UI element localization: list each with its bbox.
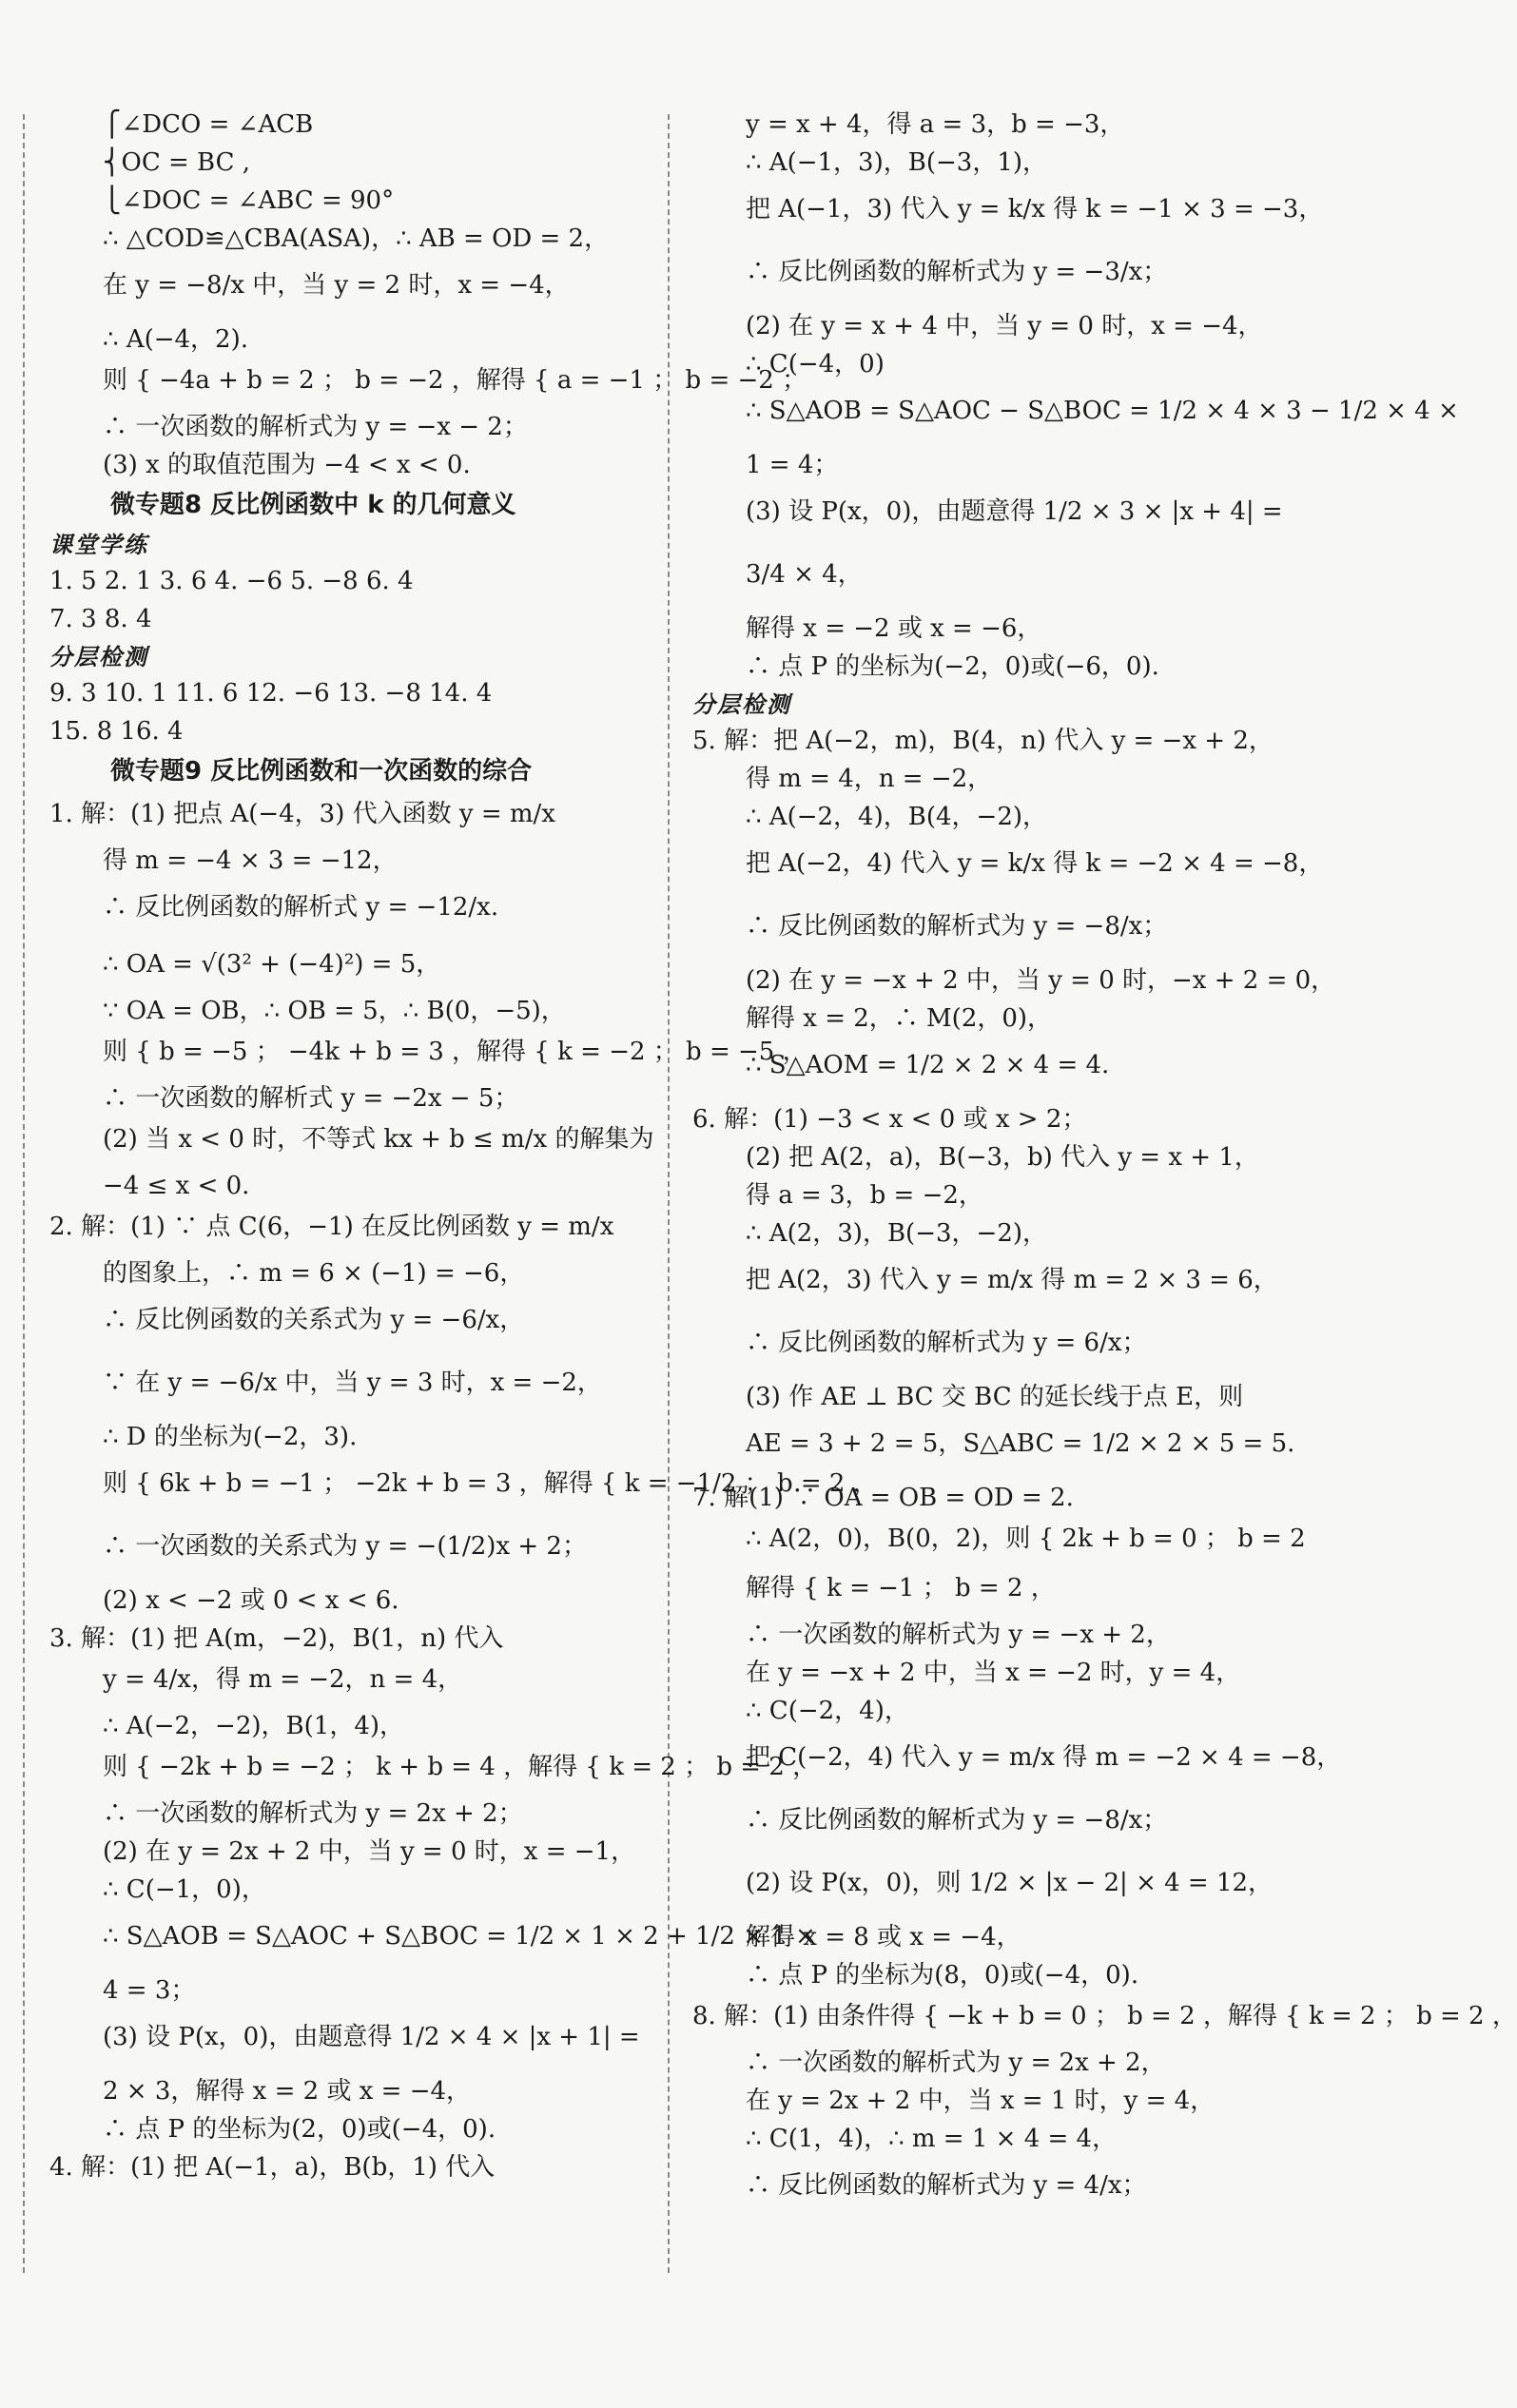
text-line: ∴ D 的坐标为(−2，3). <box>103 1423 358 1451</box>
text-line: ∴ 点 P 的坐标为(−2，0)或(−6，0). <box>746 652 1159 681</box>
text-line: ∴ 反比例函数的关系式为 y = −6/x， <box>103 1306 525 1334</box>
text-line: 7. 3 8. 4 <box>49 605 152 633</box>
text-line: ∴ 一次函数的解析式为 y = −x + 2， <box>746 1621 1171 1649</box>
text-line: y = 4/x，得 m = −2，n = 4， <box>103 1665 463 1694</box>
text-line: 则 { −2k + b = −2 ； k + b = 4 ，解得 { k = 2 ； b = 2 ， <box>103 1753 818 1781</box>
text-line: ∴ A(−2，−2)，B(1，4)， <box>103 1712 405 1740</box>
text-line: 4 = 3； <box>103 1976 196 2005</box>
text-line: ∴ △COD≌△CBA(ASA)，∴ AB = OD = 2， <box>103 224 610 253</box>
text-line: ∴ 反比例函数的解析式为 y = −8/x； <box>746 1806 1168 1835</box>
text-line: (3) 设 P(x，0)，由题意得 1/2 × 4 × |x + 1| = <box>103 2023 640 2051</box>
text-line: 则 { b = −5 ； −4k + b = 3 ，解得 { k = −2 ； b = −5 ， <box>103 1038 807 1066</box>
text-line: 得 m = 4，n = −2， <box>746 765 993 793</box>
text-line: ∴ C(−1，0)， <box>103 1875 266 1904</box>
text-line: ∴ A(2，3)，B(−3，−2)， <box>746 1219 1048 1248</box>
text-line: 解得 x = −2 或 x = −6， <box>746 614 1042 643</box>
text-line: 把 A(−2，4) 代入 y = k/x 得 k = −2 × 4 = −8， <box>746 849 1324 878</box>
text-line: 则 { −4a + b = 2 ； b = −2 ，解得 { a = −1 ； b = −2 ； <box>103 366 807 395</box>
text-line: 得 m = −4 × 3 = −12， <box>103 846 398 875</box>
text-line: ∴ 一次函数的解析式为 y = −x − 2； <box>103 413 528 441</box>
text-line: 把 A(2，3) 代入 y = m/x 得 m = 2 × 3 = 6， <box>746 1266 1278 1294</box>
text-line: (3) x 的取值范围为 −4 < x < 0. <box>103 451 471 479</box>
text-line: 1. 5 2. 1 3. 6 4. −6 5. −8 6. 4 <box>49 567 414 595</box>
text-line: 在 y = −8/x 中，当 y = 2 时，x = −4， <box>103 271 570 300</box>
text-line: ∴ 一次函数的解析式 y = −2x − 5； <box>103 1084 519 1113</box>
text-line: 课堂学练 <box>49 532 148 558</box>
text-line: (2) 把 A(2，a)，B(−3，b) 代入 y = x + 1， <box>746 1143 1259 1172</box>
text-line: AE = 3 + 2 = 5，S△ABC = 1/2 × 2 × 5 = 5. <box>746 1429 1295 1458</box>
text-line: 6. 解：(1) −3 < x < 0 或 x > 2； <box>692 1105 1087 1134</box>
text-line: ∴ S△AOB = S△AOC + S△BOC = 1/2 × 1 × 2 + 1/2 × 1 × <box>103 1922 816 1951</box>
text-line: (3) 设 P(x，0)，由题意得 1/2 × 3 × |x + 4| = <box>746 497 1283 526</box>
text-line: (2) 在 y = 2x + 2 中，当 y = 0 时，x = −1， <box>103 1837 636 1866</box>
text-line: (2) 设 P(x，0)，则 1/2 × |x − 2| × 4 = 12， <box>746 1869 1274 1897</box>
text-line: 9. 3 10. 1 11. 6 12. −6 13. −8 14. 4 <box>49 679 493 708</box>
text-line: 得 a = 3，b = −2， <box>746 1181 983 1210</box>
text-line: ∵ 在 y = −6/x 中，当 y = 3 时，x = −2， <box>103 1369 602 1397</box>
left-margin-dashed-line <box>23 114 25 2273</box>
text-line: 解得 x = 2，∴ M(2，0)， <box>746 1004 1053 1033</box>
text-line: 15. 8 16. 4 <box>49 717 184 746</box>
text-line: 4. 解：(1) 把 A(−1，a)，B(b，1) 代入 <box>49 2153 496 2182</box>
text-line: ∴ A(−4，2). <box>103 325 249 354</box>
text-line: ∴ 一次函数的关系式为 y = −(1/2)x + 2； <box>103 1532 587 1561</box>
text-line: 3. 解：(1) 把 A(m，−2)，B(1，n) 代入 <box>49 1624 504 1653</box>
text-line: 2 × 3，解得 x = 2 或 x = −4， <box>103 2077 472 2106</box>
text-line: (2) 在 y = x + 4 中，当 y = 0 时，x = −4， <box>746 312 1263 340</box>
text-line: 把 A(−1，3) 代入 y = k/x 得 k = −1 × 3 = −3， <box>746 195 1324 223</box>
text-line: ∴ 反比例函数的解析式为 y = 4/x； <box>746 2171 1147 2200</box>
text-line: ∴ 点 P 的坐标为(8，0)或(−4，0). <box>746 1961 1139 1990</box>
text-line: 的图象上，∴ m = 6 × (−1) = −6， <box>103 1259 525 1288</box>
text-line: ∴ S△AOB = S△AOC − S△BOC = 1/2 × 4 × 3 − 1/2 × 4 × <box>746 397 1459 425</box>
text-line: ∴ S△AOM = 1/2 × 2 × 4 = 4. <box>746 1051 1110 1079</box>
text-line: ∴ 点 P 的坐标为(2，0)或(−4，0). <box>103 2115 496 2144</box>
text-line: −4 ≤ x < 0. <box>103 1172 250 1200</box>
text-line: 5. 解：把 A(−2，m)，B(4，n) 代入 y = −x + 2， <box>692 727 1274 755</box>
text-line: ∴ 反比例函数的解析式 y = −12/x. <box>103 893 499 922</box>
text-line: ∴ 反比例函数的解析式为 y = 6/x； <box>746 1329 1147 1357</box>
text-line: ∴ C(−4，0) <box>746 350 885 379</box>
text-line: ⎩∠DOC = ∠ABC = 90° <box>103 186 395 215</box>
text-line: 解得 x = 8 或 x = −4， <box>746 1923 1021 1952</box>
text-line: ∴ C(1，4)，∴ m = 1 × 4 = 4， <box>746 2125 1118 2153</box>
text-line: ∴ OA = √(3² + (−4)²) = 5， <box>103 950 441 979</box>
text-line: 8. 解：(1) 由条件得 { −k + b = 0 ； b = 2 ，解得 { k = 2 ； b = 2 ， <box>692 2002 1517 2030</box>
text-line: (3) 作 AE ⊥ BC 交 BC 的延长线于点 E，则 <box>746 1383 1244 1411</box>
text-line: ∴ 一次函数的解析式为 y = 2x + 2； <box>103 1799 523 1828</box>
text-line: ∴ 反比例函数的解析式为 y = −8/x； <box>746 912 1168 941</box>
text-line: 7. 解(1) ∵ OA = OB = OD = 2. <box>692 1484 1074 1512</box>
text-line: ⎧∠DCO = ∠ACB <box>103 110 314 139</box>
text-line: 在 y = 2x + 2 中，当 x = 1 时，y = 4， <box>746 2087 1216 2115</box>
text-line: y = x + 4，得 a = 3，b = −3， <box>746 110 1125 139</box>
text-line: 微专题8 反比例函数中 k 的几何意义 <box>110 491 516 519</box>
text-line: 分层检测 <box>692 691 791 718</box>
text-line: 1 = 4； <box>746 451 839 479</box>
text-line: ∴ A(−2，4)，B(4，−2)， <box>746 803 1048 831</box>
text-line: ∴ C(−2，4)， <box>746 1697 909 1725</box>
text-line: ∴ A(2，0)，B(0，2)，则 { 2k + b = 0 ； b = 2 <box>746 1524 1306 1553</box>
text-line: 3/4 × 4， <box>746 560 863 589</box>
text-line: 2. 解：(1) ∵ 点 C(6，−1) 在反比例函数 y = m/x <box>49 1213 614 1241</box>
text-line: 微专题9 反比例函数和一次函数的综合 <box>110 757 533 786</box>
text-line: ∴ A(−1，3)，B(−3，1)， <box>746 148 1048 177</box>
text-line: ∴ 反比例函数的解析式为 y = −3/x； <box>746 258 1168 286</box>
text-line: 解得 { k = −1 ； b = 2 ， <box>746 1574 1056 1602</box>
text-line: 在 y = −x + 2 中，当 x = −2 时，y = 4， <box>746 1659 1241 1687</box>
text-line: (2) x < −2 或 0 < x < 6. <box>103 1586 399 1615</box>
text-line: (2) 在 y = −x + 2 中，当 y = 0 时，−x + 2 = 0， <box>746 966 1336 995</box>
text-line: 1. 解：(1) 把点 A(−4，3) 代入函数 y = m/x <box>49 800 555 828</box>
text-line: 把 C(−2，4) 代入 y = m/x 得 m = −2 × 4 = −8， <box>746 1743 1342 1772</box>
text-line: ∴ 一次函数的解析式为 y = 2x + 2， <box>746 2049 1166 2077</box>
text-line: 则 { 6k + b = −1 ； −2k + b = 3 ，解得 { k = −1/2 ； b = 2 ， <box>103 1469 878 1498</box>
right-column <box>692 107 1517 2222</box>
text-line: ⎨OC = BC , <box>103 148 251 177</box>
text-line: ∵ OA = OB，∴ OB = 5，∴ B(0，−5)， <box>103 997 566 1025</box>
text-line: 分层检测 <box>49 644 148 670</box>
text-line: (2) 当 x < 0 时，不等式 kx + b ≤ m/x 的解集为 <box>103 1125 654 1154</box>
